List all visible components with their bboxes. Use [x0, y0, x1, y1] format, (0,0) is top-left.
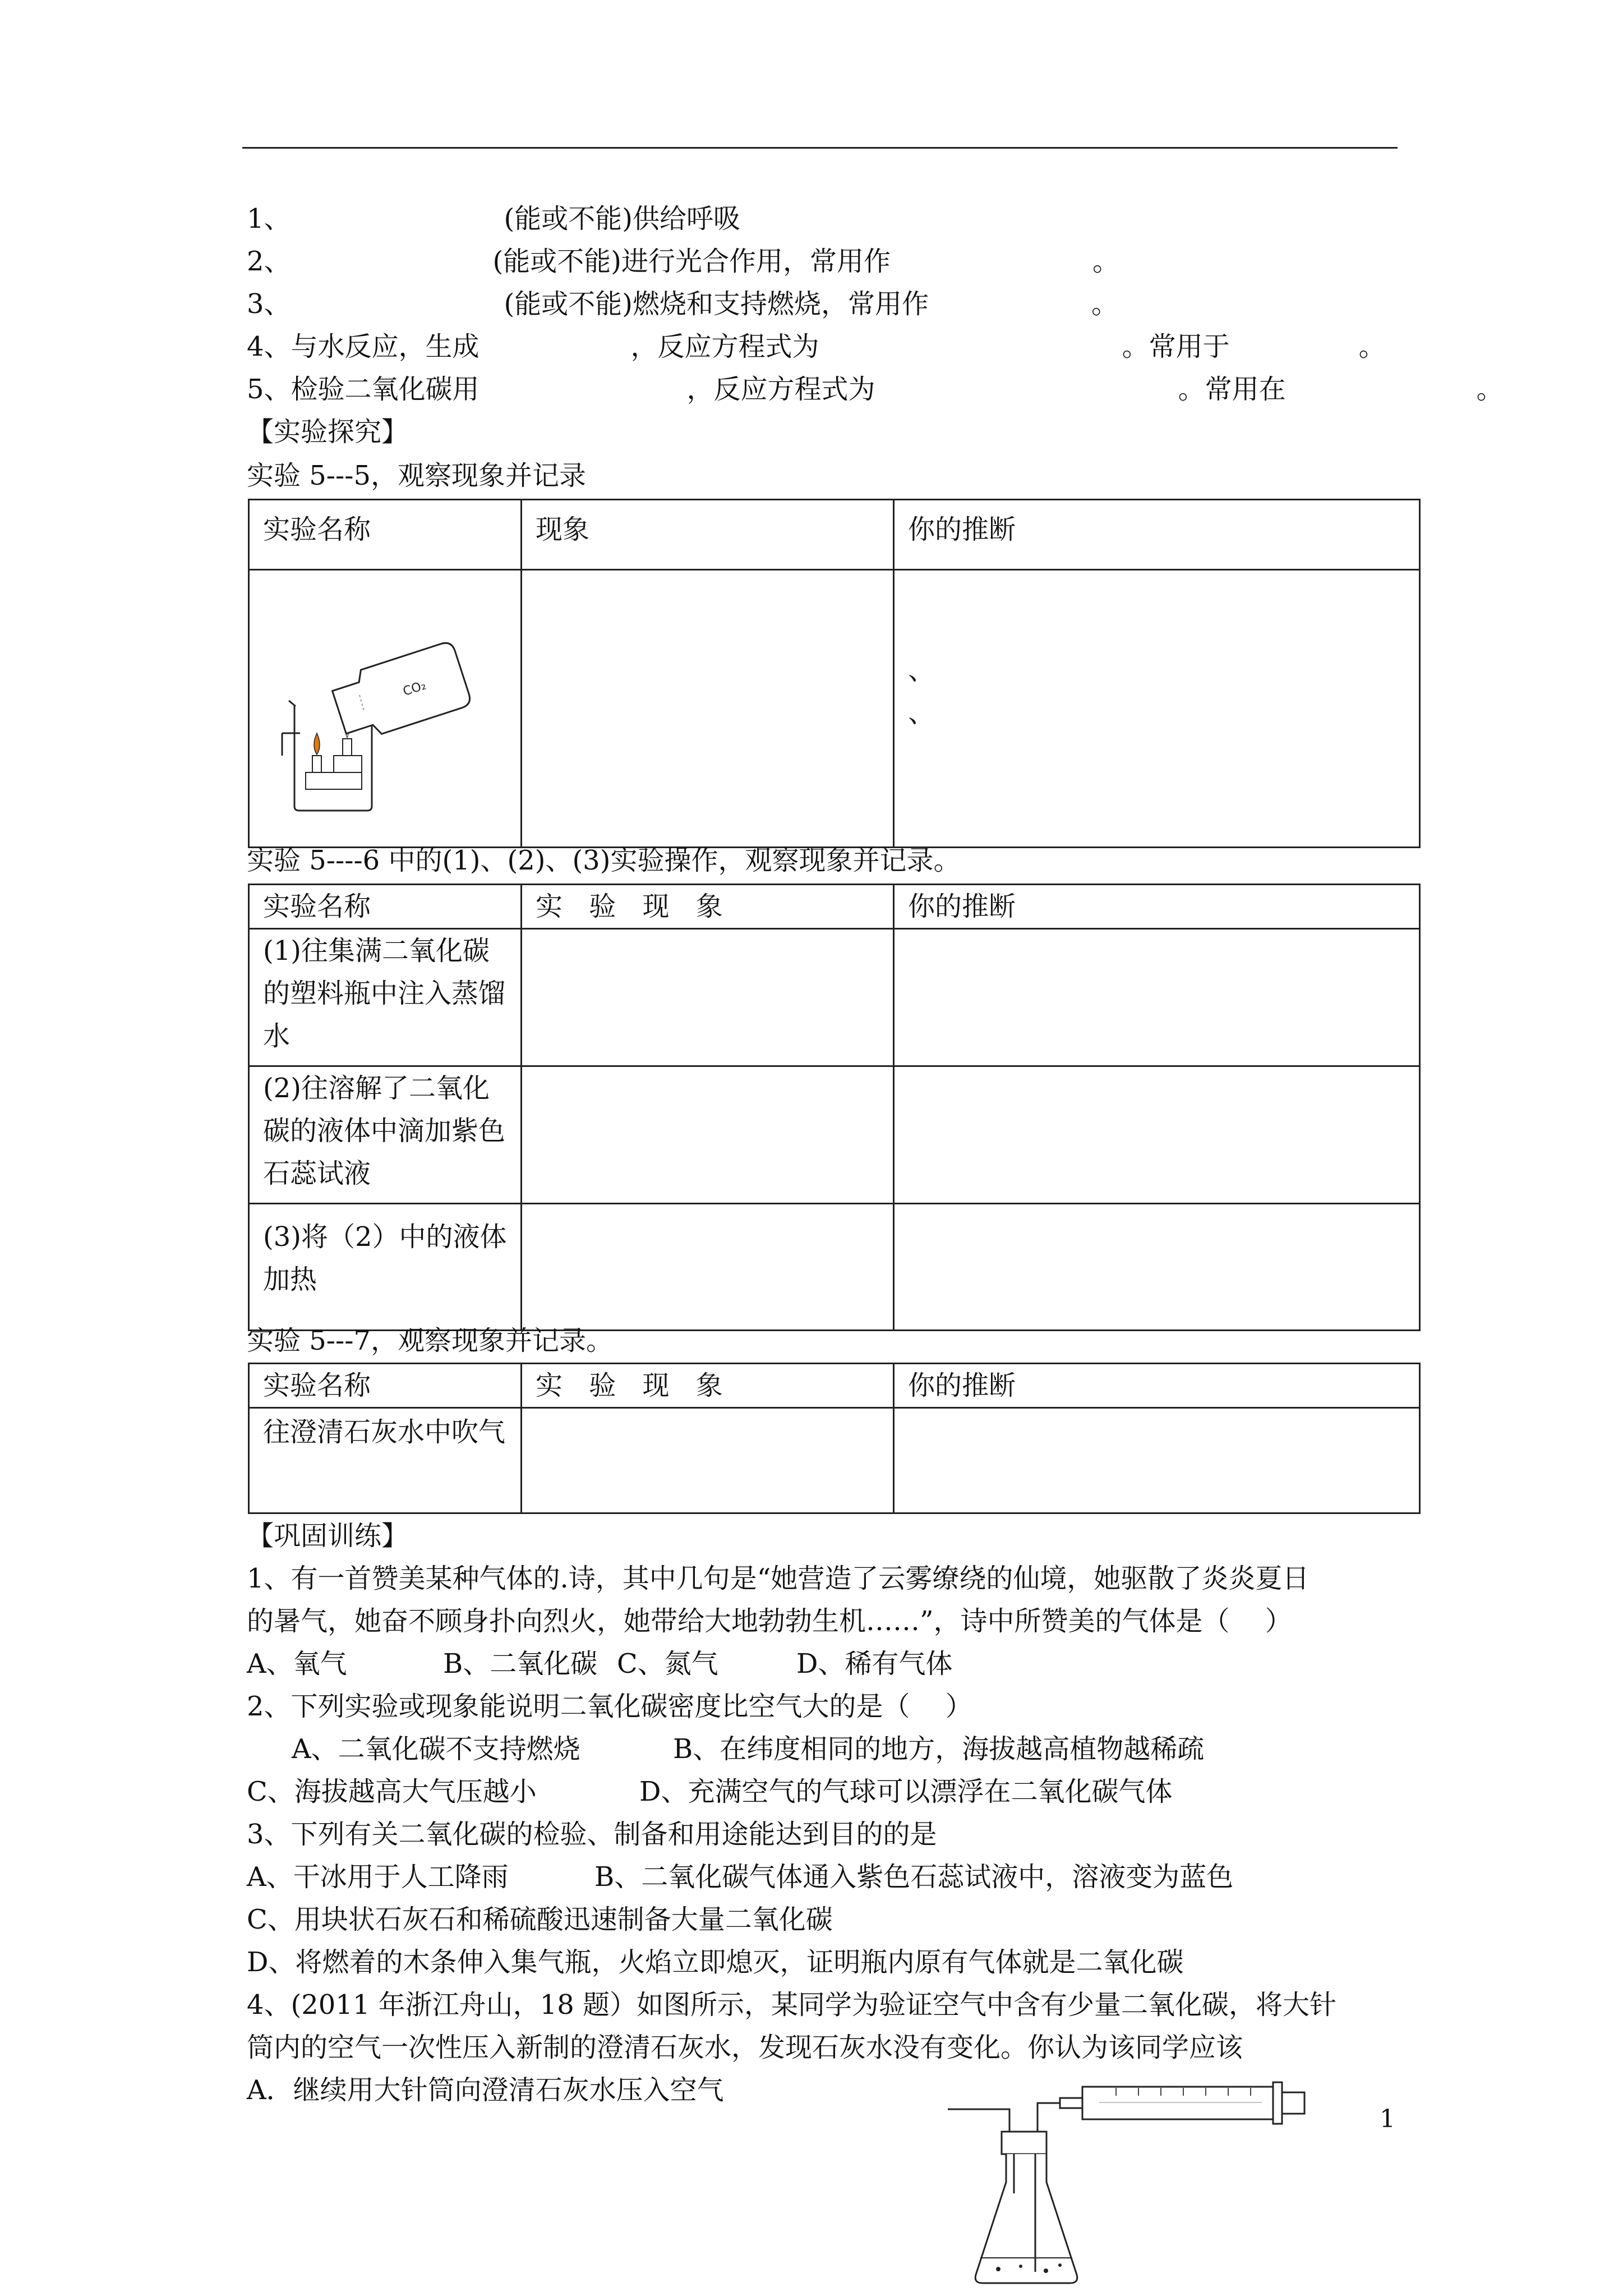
exp56-table: [248, 884, 1421, 1331]
exp57-header-name: 实验名称: [249, 1364, 522, 1408]
practice-q1-line2: 的暑气，她奋不顾身扑向烈火，她带给大地勃勃生机……”，诗中所赞美的气体是（ ）: [247, 1605, 1292, 1637]
exp57-row-1-inference: [894, 1408, 1420, 1513]
exp56-row-2-inference: [894, 1066, 1420, 1204]
section-practice-heading: 【巩固训练】: [247, 1520, 409, 1552]
practice-q2-cd: [247, 1775, 1173, 1809]
q4-text: 4、与水反应，生成: [247, 331, 479, 362]
exp56-row-3-phenomenon: [522, 1204, 894, 1331]
exp55-table: [248, 499, 1421, 848]
exp56-row-3-inference: [894, 1204, 1420, 1331]
exp55-illustration-cell: [249, 570, 522, 848]
fill-question-5: [247, 372, 1504, 406]
exp55-mark-2: 、: [908, 697, 935, 729]
practice-q1-options: [247, 1647, 953, 1681]
q1-option-a: A、氧气: [247, 1648, 347, 1680]
q3-end: 。: [1091, 288, 1119, 320]
exp56-row-3-name: (3)将（2）中的液体加热: [249, 1204, 522, 1331]
q3-option-b: B、二氧化碳气体通入紫色石蕊试液中，溶液变为蓝色: [594, 1861, 1234, 1893]
q2-option-d: D、充满空气的气球可以漂浮在二氧化碳气体: [639, 1776, 1173, 1807]
q5-equation-label: ，反应方程式为: [686, 374, 875, 405]
exp57-table: [248, 1363, 1421, 1514]
q4-equation-label: ，反应方程式为: [630, 331, 819, 362]
q4-use-label: 。常用于: [1122, 331, 1230, 362]
practice-q1-line1: 1、有一首赞美某种气体的.诗，其中几句是“她营造了云雾缭绕的仙境，她驱散了炎炎夏日: [247, 1563, 1310, 1594]
header-rule: [242, 147, 1398, 149]
q4-end: 。: [1358, 331, 1386, 362]
fill-question-4: [247, 330, 1386, 364]
q3-option-a: A、干冰用于人工降雨: [247, 1861, 509, 1893]
exp56-row-1-phenomenon: [522, 929, 894, 1066]
exp55-inference-cell: [894, 570, 1420, 848]
practice-q4-line1: 4、(2011 年浙江舟山，18 题）如图所示，某同学为验证空气中含有少量二氧化碳，将大针: [247, 1989, 1337, 2021]
page-number: 1: [1380, 2105, 1395, 2133]
q1-option-c: C、氮气: [617, 1648, 718, 1680]
fill-question-2: [247, 245, 1119, 278]
q2-option-a: A、二氧化碳不支持燃烧: [292, 1733, 580, 1765]
q1-text: (能或不能)供给呼吸: [504, 203, 741, 234]
practice-q3: 3、下列有关二氧化碳的检验、制备和用途能达到目的的是: [247, 1819, 937, 1850]
exp57-header-phenomenon: 实 验 现 象: [522, 1364, 894, 1408]
exp55-phenomenon-cell: [522, 570, 894, 848]
practice-q4-option-a: A．继续用大针筒向澄清石灰水压入空气: [247, 2074, 724, 2106]
exp56-row-2-name: (2)往溶解了二氧化碳的液体中滴加紫色石蕊试液: [249, 1066, 522, 1204]
exp57-row-1-name: 往澄清石灰水中吹气: [249, 1408, 522, 1513]
section-explore-heading: 【实验探究】: [247, 416, 409, 448]
exp56-intro: 实验 5----6 中的(1)、(2)、(3)实验操作，观察现象并记录。: [247, 845, 961, 876]
q2-option-c: C、海拔越高大气压越小: [247, 1776, 537, 1807]
exp55-intro: 实验 5---5，观察现象并记录: [247, 460, 586, 491]
q5-end: 。: [1476, 374, 1504, 405]
exp57-row-1-phenomenon: [522, 1408, 894, 1513]
q1-number: 1、: [247, 203, 291, 234]
exp55-mark-1: 、: [908, 655, 935, 686]
fill-question-3: [247, 287, 1118, 321]
exp56-row-1-name: (1)往集满二氧化碳的塑料瓶中注入蒸馏水: [249, 929, 522, 1066]
practice-q3-c: C、用块状石灰石和稀硫酸迅速制备大量二氧化碳: [247, 1904, 833, 1935]
exp55-header-phenomenon: 现象: [522, 500, 894, 570]
fill-question-1: [247, 202, 740, 236]
q2-text: (能或不能)进行光合作用，常用作: [492, 246, 891, 277]
practice-q2-ab: [292, 1732, 1204, 1766]
bottle-label: CO₂: [401, 678, 428, 700]
co2-pouring-illustration: [250, 570, 519, 834]
exp55-header-name: 实验名称: [249, 500, 522, 570]
practice-q3-ab: [247, 1860, 1233, 1894]
exp55-header-inference: 你的推断: [894, 500, 1420, 570]
exp57-intro: 实验 5---7，观察现象并记录。: [247, 1325, 613, 1356]
q2-end: 。: [1092, 246, 1120, 277]
exp56-header-inference: 你的推断: [894, 885, 1420, 929]
exp57-header-inference: 你的推断: [894, 1364, 1420, 1408]
practice-q2: 2、下列实验或现象能说明二氧化碳密度比空气大的是（ ）: [247, 1691, 972, 1722]
q5-use-label: 。常用在: [1178, 374, 1286, 405]
q1-option-b: B、二氧化碳: [443, 1648, 598, 1680]
q1-option-d: D、稀有气体: [796, 1648, 953, 1680]
practice-q3-d: D、将燃着的木条伸入集气瓶，火焰立即熄灭，证明瓶内原有气体就是二氧化碳: [247, 1947, 1184, 1978]
exp56-row-2-phenomenon: [522, 1066, 894, 1204]
exp56-row-1-inference: [894, 929, 1420, 1066]
q2-option-b: B、在纬度相同的地方，海拔越高植物越稀疏: [673, 1733, 1205, 1765]
q2-number: 2、: [247, 246, 291, 277]
q3-text: (能或不能)燃烧和支持燃烧，常用作: [504, 288, 929, 320]
syringe-flask-illustration: [948, 2076, 1329, 2296]
practice-q4-line2: 筒内的空气一次性压入新制的澄清石灰水，发现石灰水没有变化。你认为该同学应该: [247, 2032, 1243, 2063]
q3-number: 3、: [247, 288, 291, 320]
exp56-header-name: 实验名称: [249, 885, 522, 929]
q5-text: 5、检验二氧化碳用: [247, 374, 479, 405]
exp56-header-phenomenon: 实 验 现 象: [522, 885, 894, 929]
